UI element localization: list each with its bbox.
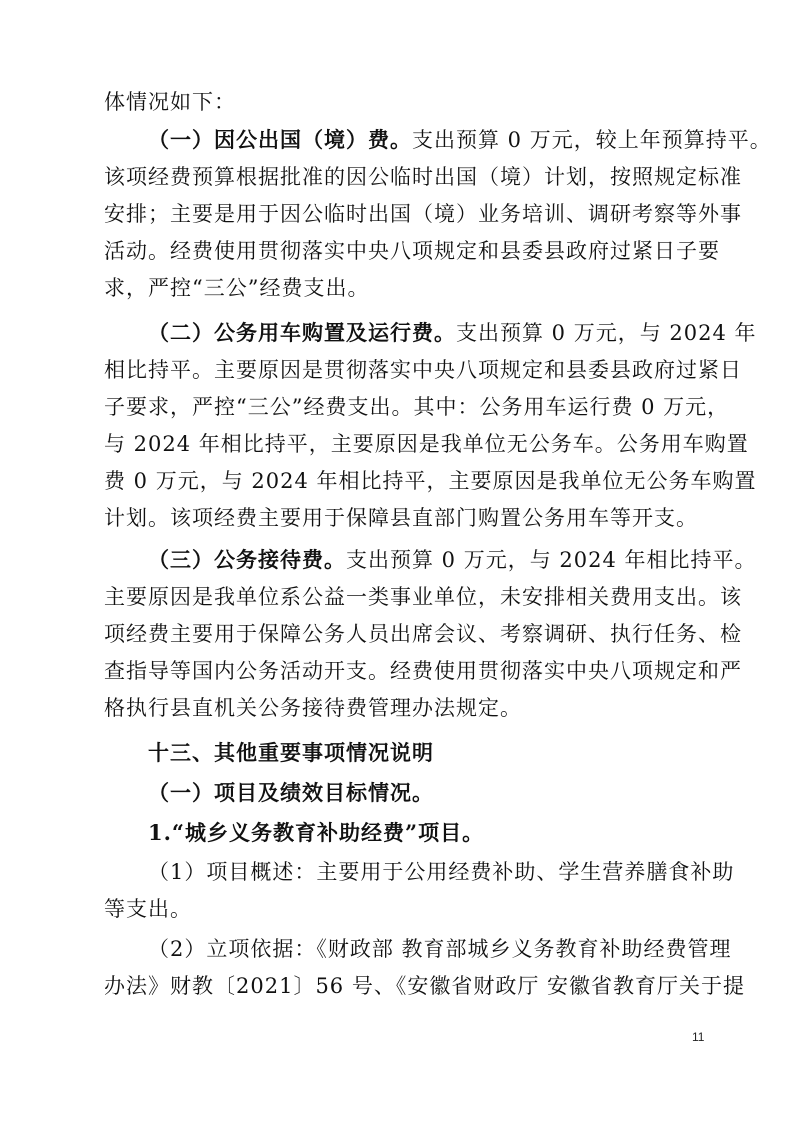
text-line-bold-lead	[104, 314, 757, 352]
section-heading: （三）公务接待费。	[148, 547, 346, 572]
paragraph-overseas-travel	[104, 121, 772, 307]
paragraph-official-vehicles	[104, 314, 757, 537]
text-line: 求，严控“三公”经费支出。	[104, 276, 370, 300]
text-line: 子要求，严控“三公”经费支出。其中：公务用车运行费 0 万元，	[104, 395, 730, 419]
text-line: （2）立项依据：《财政部 教育部城乡义务教育补助经费管理	[148, 937, 732, 961]
paragraph-project-basis	[104, 931, 746, 1005]
text-line: 安排；主要是用于因公临时出国（境）业务培训、调研考察等外事	[104, 202, 742, 226]
text-line: 主要原因是我单位系公益一类事业单位，未安排相关费用支出。该	[104, 585, 742, 609]
text-tail: 支出预算 0 万元，与 2024 年	[456, 321, 757, 345]
text-line: （一）项目及绩效目标情况。	[148, 780, 434, 805]
text-line: 与 2024 年相比持平，主要原因是我单位无公务车。公务用车购置	[104, 432, 749, 456]
text-line: 费 0 万元，与 2024 年相比持平，主要原因是我单位无公务车购置	[104, 469, 757, 493]
subsection-heading	[104, 774, 704, 811]
text-line-bold-lead	[104, 121, 772, 159]
paragraph-intro	[104, 84, 704, 121]
text-tail: 支出预算 0 万元，与 2024 年相比持平。	[346, 548, 757, 572]
text-line: 项经费主要用于保障公务人员出席会议、考察调研、执行任务、检	[104, 622, 742, 646]
section-heading: （二）公务用车购置及运行费。	[148, 320, 456, 345]
project-heading	[104, 814, 704, 851]
text-line: 查指导等国内公务活动开支。经费使用贯彻落实中央八项规定和严	[104, 659, 742, 683]
text-tail: 支出预算 0 万元，较上年预算持平。	[412, 128, 772, 152]
text-line: 十三、其他重要事项情况说明	[148, 740, 434, 765]
section-heading: （一）因公出国（境）费。	[148, 127, 412, 152]
paragraph-project-overview	[104, 854, 735, 928]
text-line: 1.“城乡义务教育补助经费”项目。	[148, 820, 485, 845]
text-line: 计划。该项经费主要用于保障县直部门购置公务用车等开支。	[104, 506, 698, 530]
text-line: 格执行县直机关公务接待费管理办法规定。	[104, 696, 522, 720]
text-line: 该项经费预算根据批准的因公临时出国（境）计划，按照规定标准	[104, 165, 742, 189]
text-line: 活动。经费使用贯彻落实中央八项规定和县委县政府过紧日子要	[104, 239, 720, 263]
text-line: （1）项目概述：主要用于公用经费补助、学生营养膳食补助	[148, 860, 735, 884]
text-line-bold-lead	[104, 541, 757, 579]
section-13-heading	[104, 734, 704, 771]
text-line: 相比持平。主要原因是贯彻落实中央八项规定和县委县政府过紧日	[104, 358, 742, 382]
paragraph-official-reception	[104, 541, 757, 727]
page-number: 11	[692, 1030, 705, 1044]
text-line: 等支出。	[104, 897, 192, 921]
text-line: 办法》财教〔2021〕56 号、《安徽省财政厅 安徽省教育厅关于提	[104, 974, 746, 998]
text-line: 体情况如下：	[104, 90, 236, 114]
